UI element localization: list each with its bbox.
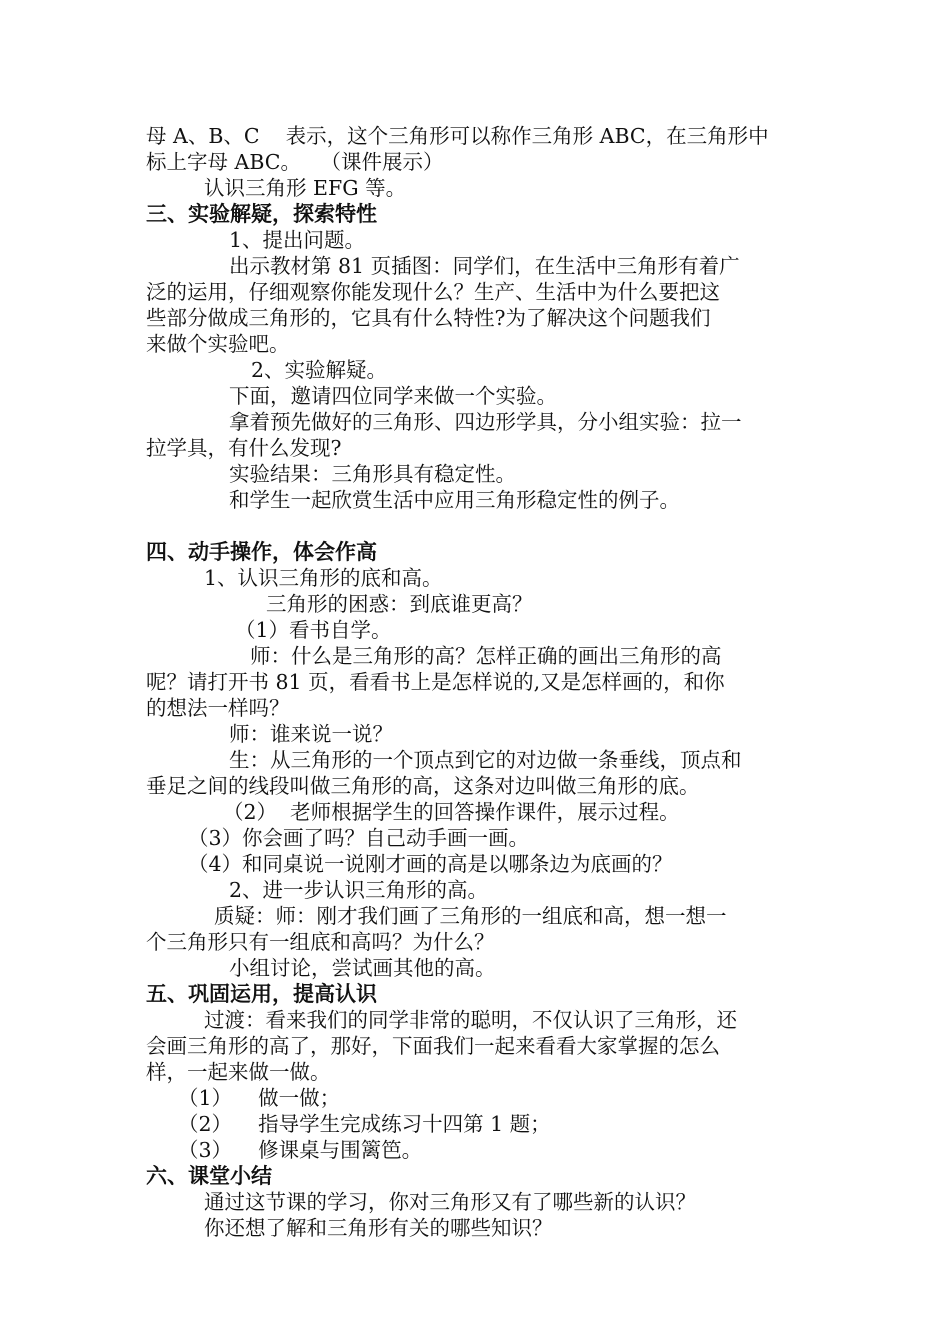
text-line: 师：什么是三角形的高？怎样正确的画出三角形的高 [250, 644, 722, 668]
text-line: （1）看书自学。 [235, 618, 392, 642]
text-line: 和学生一起欣赏生活中应用三角形稳定性的例子。 [229, 488, 680, 512]
text-line: 会画三角形的高了，那好，下面我们一起来看看大家掌握的怎么 [146, 1034, 720, 1058]
text-line: 实验结果：三角形具有稳定性。 [229, 462, 516, 486]
text-line: 些部分做成三角形的，它具有什么特性?为了解决这个问题我们 [146, 306, 711, 330]
text-line: 你还想了解和三角形有关的哪些知识？ [204, 1216, 553, 1240]
text-line: 2、进一步认识三角形的高。 [229, 878, 489, 902]
text-line: （1） 做一做； [178, 1086, 341, 1110]
text-line: 呢？请打开书 81 页，看看书上是怎样说的,又是怎样画的，和你 [146, 670, 725, 694]
text-line: （2） 老师根据学生的回答操作课件，展示过程。 [223, 800, 680, 824]
text-line: （3） 修课桌与围篱笆。 [178, 1138, 423, 1162]
text-line: 样，一起来做一做。 [146, 1060, 331, 1084]
text-line: 泛的运用，仔细观察你能发现什么？生产、生活中为什么要把这 [146, 280, 720, 304]
text-line: （2） 指导学生完成练习十四第 1 题； [178, 1112, 551, 1136]
text-line: 拿着预先做好的三角形、四边形学具，分小组实验：拉一 [229, 410, 742, 434]
section-heading: 六、课堂小结 [146, 1164, 272, 1188]
text-line: 认识三角形 EFG 等。 [204, 176, 407, 200]
section-heading: 五、巩固运用，提高认识 [146, 982, 377, 1006]
text-line: 1、认识三角形的底和高。 [204, 566, 443, 590]
text-line: 2、实验解疑。 [251, 358, 388, 382]
text-line: 拉学具，有什么发现? [146, 436, 342, 460]
text-line: 过渡：看来我们的同学非常的聪明，不仅认识了三角形，还 [204, 1008, 737, 1032]
text-line: 通过这节课的学习，你对三角形又有了哪些新的认识？ [204, 1190, 696, 1214]
text-line: 1、提出问题。 [229, 228, 366, 252]
text-line: 小组讨论，尝试画其他的高。 [229, 956, 496, 980]
text-line: 标上字母 ABC。 （课件展示） [146, 150, 444, 174]
text-line: 生：从三角形的一个顶点到它的对边做一条垂线，顶点和 [229, 748, 742, 772]
text-line: 母 A、B、C 表示，这个三角形可以称作三角形 ABC，在三角形中 [146, 124, 769, 148]
text-line: 垂足之间的线段叫做三角形的高，这条对边叫做三角形的底。 [146, 774, 700, 798]
text-line: 三角形的困惑：到底谁更高？ [266, 592, 533, 616]
text-line: 质疑：师：刚才我们画了三角形的一组底和高，想一想一 [214, 904, 727, 928]
text-line: 下面，邀请四位同学来做一个实验。 [229, 384, 557, 408]
section-heading: 三、实验解疑，探索特性 [146, 202, 377, 226]
text-line: （3）你会画了吗？自己动手画一画。 [188, 826, 530, 850]
text-line: （4）和同桌说一说刚才画的高是以哪条边为底画的？ [188, 852, 673, 876]
text-line: 师：谁来说一说？ [229, 722, 393, 746]
section-heading: 四、动手操作，体会作高 [146, 540, 377, 564]
text-line: 出示教材第 81 页插图：同学们，在生活中三角形有着广 [229, 254, 740, 278]
text-line: 个三角形只有一组底和高吗？为什么？ [146, 930, 495, 954]
text-line: 来做个实验吧。 [146, 332, 290, 356]
text-line: 的想法一样吗？ [146, 696, 290, 720]
